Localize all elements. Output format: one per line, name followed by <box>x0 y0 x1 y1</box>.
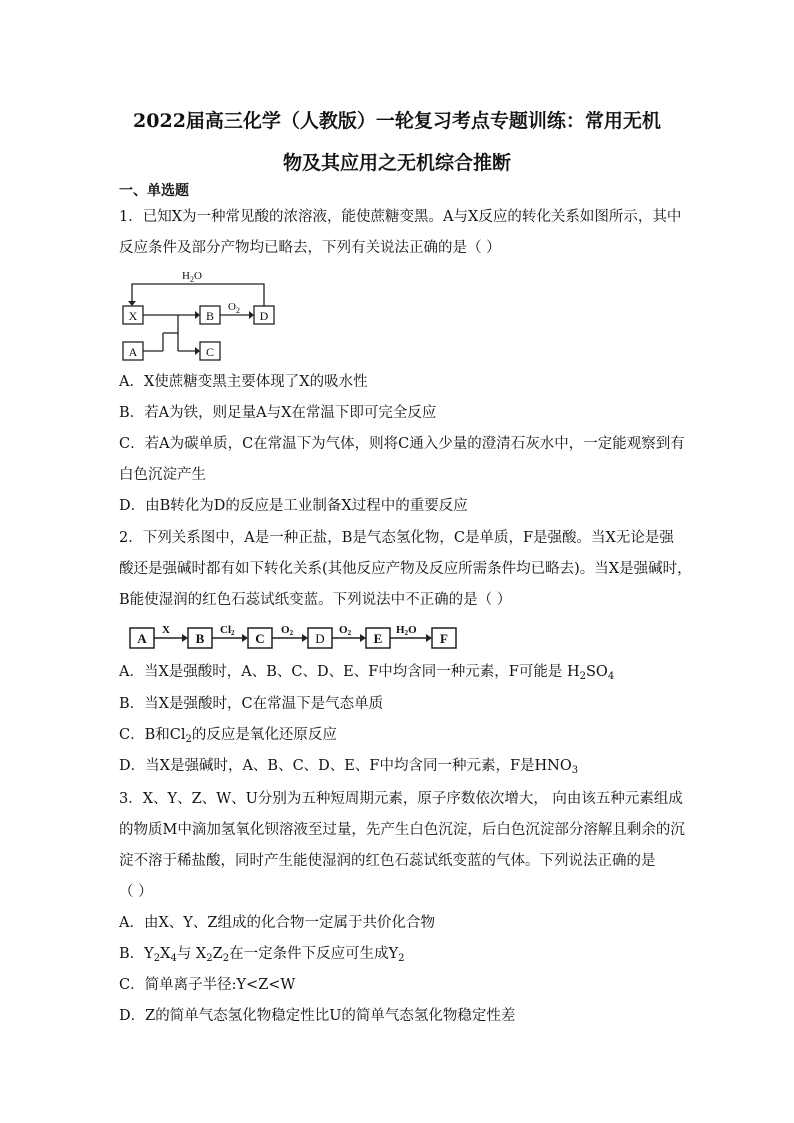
q3-stem-line4: （ ） <box>119 884 153 900</box>
chain-b: B <box>195 631 205 646</box>
q2-option-c: C．B和$Cl_2$的反应是氧化还原反应 <box>119 727 337 745</box>
document-title-line2: 物及其应用之无机综合推断 <box>282 152 511 174</box>
q3-option-a: A．由X、Y、Z组成的化合物一定属于共价化合物 <box>119 915 435 931</box>
label-x: X <box>128 309 138 323</box>
arrow-label-x: X <box>162 624 170 636</box>
label-b: B <box>205 309 215 323</box>
q3-stem-line2: 的物质M中滴加氢氧化钡溶液至过量，先产生白色沉淀，后白色沉淀部分溶解且剩余的沉 <box>119 822 685 838</box>
arrowhead-to-b <box>195 311 200 319</box>
q3-option-c: C．简单离子半径:Y<Z<W <box>119 977 296 993</box>
label-a: A <box>128 345 138 359</box>
arrow-label-h2o: H2O <box>396 624 417 637</box>
q2-option-a: A．当X是强酸时，A、B、C、D、E、F中均含同一种元素，F可能是 $H_2SO_4$ <box>119 664 615 682</box>
arrowhead-to-x <box>128 301 136 306</box>
chain-e: E <box>373 631 383 646</box>
arrowhead-to-c <box>195 347 200 355</box>
q1-option-c-line1: C．若A为碳单质，C在常温下为气体，则将C通入少量的澄清石灰水中，一定能观察到有 <box>119 436 685 452</box>
label-o2: $O_2$ <box>228 301 240 315</box>
arrow-label-o2-1: O2 <box>281 624 294 637</box>
q3-stem-line1: 3．X、Y、Z、W、U分别为五种短周期元素，原子序数依次增大， 向由该五种元素组成 <box>119 791 683 807</box>
q2-chain-diagram <box>126 621 462 655</box>
label-d: D <box>259 309 269 323</box>
q3-option-b: B．$Y_2X_4$与 $X_2Z_2$在一定条件下反应可生成$Y_2$ <box>119 946 405 964</box>
q2-option-b: B．当X是强酸时，C在常温下是气态单质 <box>119 696 384 712</box>
chain-c: C <box>255 631 265 646</box>
q1-option-c-line2: 白色沉淀产生 <box>119 467 206 483</box>
q2-stem-line3: B能使湿润的红色石蕊试纸变蓝。下列说法中不正确的是（ ） <box>119 592 512 608</box>
q2-stem-line2: 酸还是强碱时都有如下转化关系(其他反应产物及反应所需条件均已略去)。当X是强碱时， <box>119 561 692 577</box>
chain-d: D <box>315 631 325 646</box>
label-h2o: $H_2O$ <box>182 270 202 284</box>
chain-a: A <box>137 631 147 646</box>
arrow-label-o2-2: O2 <box>339 624 352 637</box>
q1-flow-diagram <box>118 262 288 364</box>
h2o-return-line <box>132 284 264 306</box>
q1-option-b: B．若A为铁，则足量A与X在常温下即可完全反应 <box>119 405 437 421</box>
q3-option-d: D．Z的简单气态氢化物稳定性比U的简单气态氢化物稳定性差 <box>119 1008 516 1024</box>
q1-option-a: A．X使蔗糖变黑主要体现了X的吸水性 <box>119 374 368 390</box>
q3-stem-line3: 淀不溶于稀盐酸，同时产生能使湿润的红色石蕊试纸变蓝的气体。下列说法正确的是 <box>119 853 656 869</box>
chain-f: F <box>440 631 448 646</box>
q2-option-d: D．当X是强碱时，A、B、C、D、E、F中均含同一种元素，F是$HNO_3$ <box>119 758 579 776</box>
section-heading: 一、单选题 <box>119 183 189 199</box>
label-c: C <box>205 345 215 359</box>
arrow-label-cl2: Cl2 <box>220 624 235 637</box>
q1-stem-line1: 1．已知X为一种常见酸的浓溶液，能使蔗糖变黑。A与X反应的转化关系如图所示，其中 <box>119 209 682 225</box>
q1-stem-line2: 反应条件及部分产物均已略去，下列有关说法正确的是（ ） <box>119 240 501 256</box>
document-title-line1: 2022届高三化学（人教版）一轮复习考点专题训练：常用无机 <box>133 110 661 132</box>
arrowhead-to-d <box>249 311 254 319</box>
q1-option-d: D．由B转化为D的反应是工业制备X过程中的重要反应 <box>119 498 468 514</box>
q2-stem-line1: 2．下列关系图中，A是一种正盐，B是气态氢化物，C是单质，F是强酸。当X无论是强 <box>119 530 674 546</box>
